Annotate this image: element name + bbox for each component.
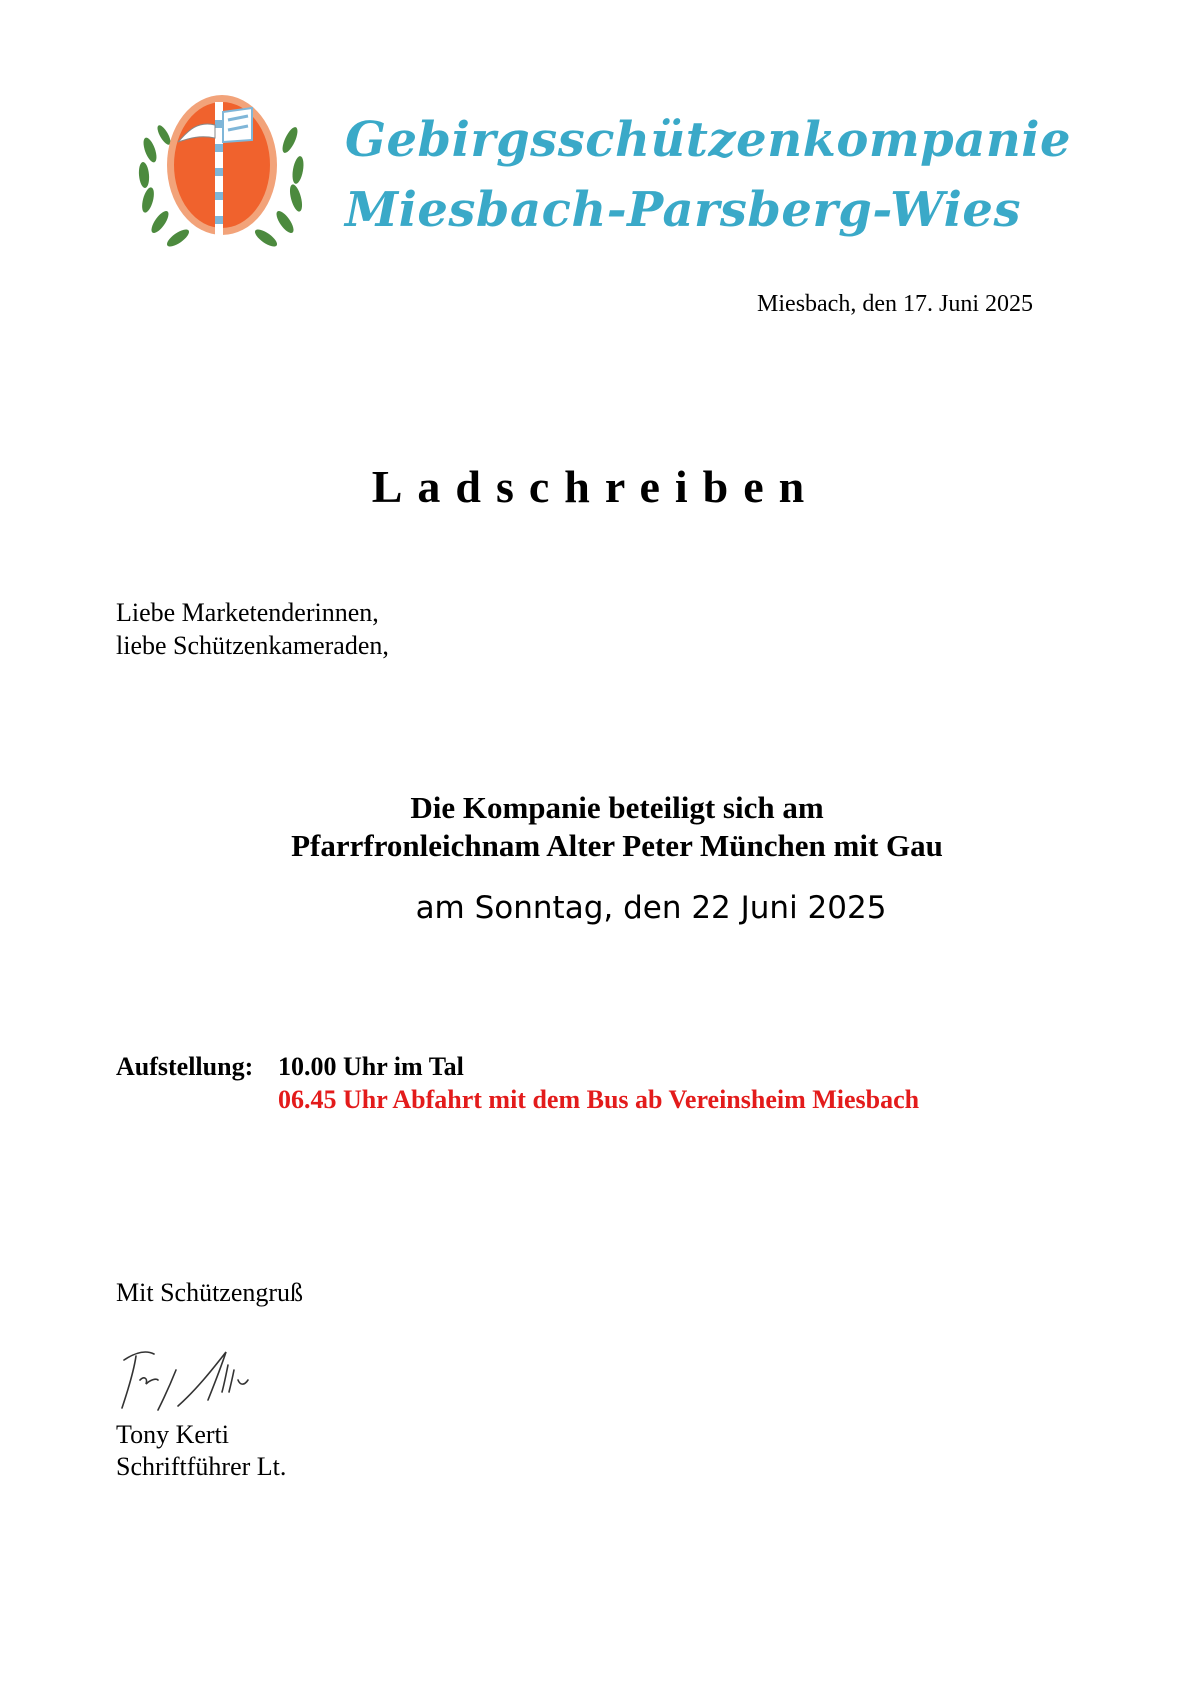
- aufstellung-time: 10.00 Uhr im Tal: [278, 1052, 464, 1081]
- closing-line: Mit Schützengruß: [116, 1278, 304, 1307]
- greeting-line2: liebe Schützenkameraden,: [116, 631, 389, 660]
- signer-role: Schriftführer Lt.: [116, 1452, 287, 1481]
- letter-date: Miesbach, den 17. Juni 2025: [757, 291, 1033, 317]
- announcement-line2: Pfarrfronleichnam Alter Peter München mit Gau: [291, 828, 943, 863]
- logo-text-line1: Gebirgsschützenkompanie: [345, 112, 1072, 168]
- event-date: am Sonntag, den 22 Juni 2025: [415, 890, 887, 926]
- signature-image: [116, 1340, 276, 1415]
- signer-name: Tony Kerti: [116, 1420, 229, 1449]
- logo-text-line2: Miesbach-Parsberg-Wies: [345, 182, 1021, 238]
- letter-title: Ladschreiben: [371, 461, 820, 512]
- company-emblem: [130, 80, 320, 255]
- flagpole-icon: [215, 102, 223, 242]
- bus-departure: 06.45 Uhr Abfahrt mit dem Bus ab Vereinsheim Miesbach: [278, 1085, 920, 1114]
- announcement-line1: Die Kompanie beteiligt sich am: [410, 790, 824, 825]
- aufstellung-label: Aufstellung:: [116, 1052, 254, 1081]
- greeting-line1: Liebe Marketenderinnen,: [116, 598, 379, 627]
